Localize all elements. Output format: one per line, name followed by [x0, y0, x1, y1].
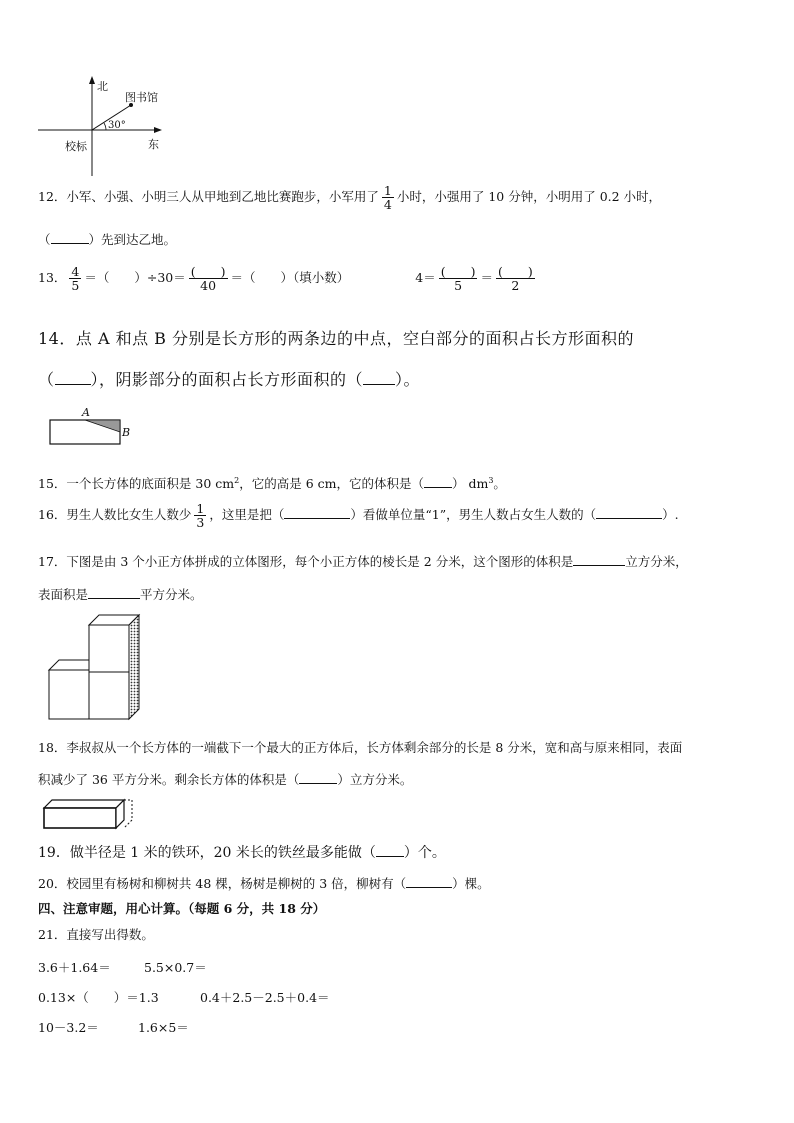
calc-row-2-col-2: 0.4＋2.5－2.5＋0.4＝: [200, 990, 330, 1005]
answer-blank[interactable]: [299, 783, 337, 784]
answer-blank[interactable]: [363, 384, 395, 385]
answer-blank[interactable]: [406, 887, 452, 888]
question-17-line2: 表面积是 平方分米。: [38, 587, 203, 602]
answer-blank[interactable]: [51, 243, 89, 244]
question-16: 16．男生人数比女生人数少 $\frac{1}{3}$ ，这里是把（ ）看做单位量“1”，男生人数占女生人数的（ ）.: [38, 501, 679, 531]
answer-blank[interactable]: ＝（ ）÷30＝: [84, 270, 186, 286]
calc-row-3-col-1: 10－3.2＝: [38, 1020, 99, 1035]
question-21-title: 21．直接写出得数。: [38, 927, 154, 942]
section-4-title: 四、注意审题，用心计算。（每题 6 分，共 18 分）: [38, 901, 326, 916]
compass-angle-label: 30°: [108, 120, 126, 131]
answer-blank[interactable]: [573, 565, 625, 566]
answer-blank[interactable]: [284, 518, 350, 519]
question-20: 20．校园里有杨树和柳树共 48 棵，杨树是柳树的 3 倍，柳树有（ ）棵。: [38, 876, 490, 891]
question-14-line1: 14．点 A 和点 B 分别是长方形的两条边的中点，空白部分的面积占长方形面积的: [38, 329, 635, 348]
calc-row-1-col-1: 3.6＋1.64＝: [38, 960, 111, 975]
question-13: 13． $\frac{4}{5}$ ＝（ ）÷30＝ $\frac{( )}{40}$ ＝（ ）（填小数） 4＝ $\frac{( )}{5}$ ＝ $\frac{( )}{2}$: [38, 264, 533, 294]
point-a-label: A: [82, 406, 90, 419]
answer-blank[interactable]: [596, 518, 662, 519]
calc-row-2-col-1: 0.13×（ ）＝1.3: [38, 990, 159, 1005]
point-b-label: B: [122, 426, 131, 439]
calc-row-3-col-2: 1.6×5＝: [138, 1020, 189, 1035]
question-14-line2: （ ），阴影部分的面积占长方形面积的（ ）。: [38, 370, 421, 389]
answer-blank[interactable]: [55, 384, 91, 385]
question-12-line1: 12．小军、小强、小明三人从甲地到乙地比赛跑步，小军用了 $\frac{1}{4}$ 小时，小强用了 10 分钟，小明用了 0.2 小时，: [38, 183, 662, 213]
compass-origin-label: 校标: [65, 140, 87, 153]
question-17-line1: 17．下图是由 3 个小正方体拼成的立体图形，每个小正方体的棱长是 2 分米，这个图形的体积是 立方分米，: [38, 554, 688, 569]
fraction-blank[interactable]: $\frac{( )}{2}$: [498, 264, 533, 294]
cuboid-diagram: [40, 796, 140, 832]
answer-blank[interactable]: [424, 487, 452, 488]
question-18-line1: 18．李叔叔从一个长方体的一端截下一个最大的正方体后，长方体剩余部分的长是 8 分米，宽和高与原来相同，表面: [38, 740, 683, 755]
compass-north-label: 北: [97, 80, 108, 93]
fraction: $\frac{4}{5}$: [71, 264, 80, 294]
answer-blank[interactable]: [88, 598, 140, 599]
fraction: $\frac{1}{4}$: [383, 183, 392, 213]
question-15: 15．一个长方体的底面积是 30 $cm^2$，它的高是 6 cm，它的体积是（ ） $dm^3$。: [38, 475, 506, 491]
question-18-line2: 积减少了 36 平方分米。剩余长方体的体积是（ ）立方分米。: [38, 772, 413, 787]
fraction-blank[interactable]: $\frac{( )}{5}$: [440, 264, 476, 294]
compass-east-label: 东: [148, 138, 159, 151]
fraction-blank[interactable]: $\frac{( )}{40}$: [190, 264, 226, 294]
calc-row-1-col-2: 5.5×0.7＝: [144, 960, 207, 975]
cubes-diagram: [46, 612, 146, 722]
question-19: 19．做半径是 1 米的铁环，20 米长的铁丝最多能做（ ）个。: [38, 845, 446, 861]
question-12-line2: （ ）先到达乙地。: [38, 232, 177, 247]
fraction: $\frac{1}{3}$: [196, 501, 205, 531]
answer-blank[interactable]: [376, 856, 404, 857]
compass-target-label: 图书馆: [125, 91, 158, 104]
answer-blank[interactable]: ＝（ ）（填小数）: [230, 270, 350, 286]
